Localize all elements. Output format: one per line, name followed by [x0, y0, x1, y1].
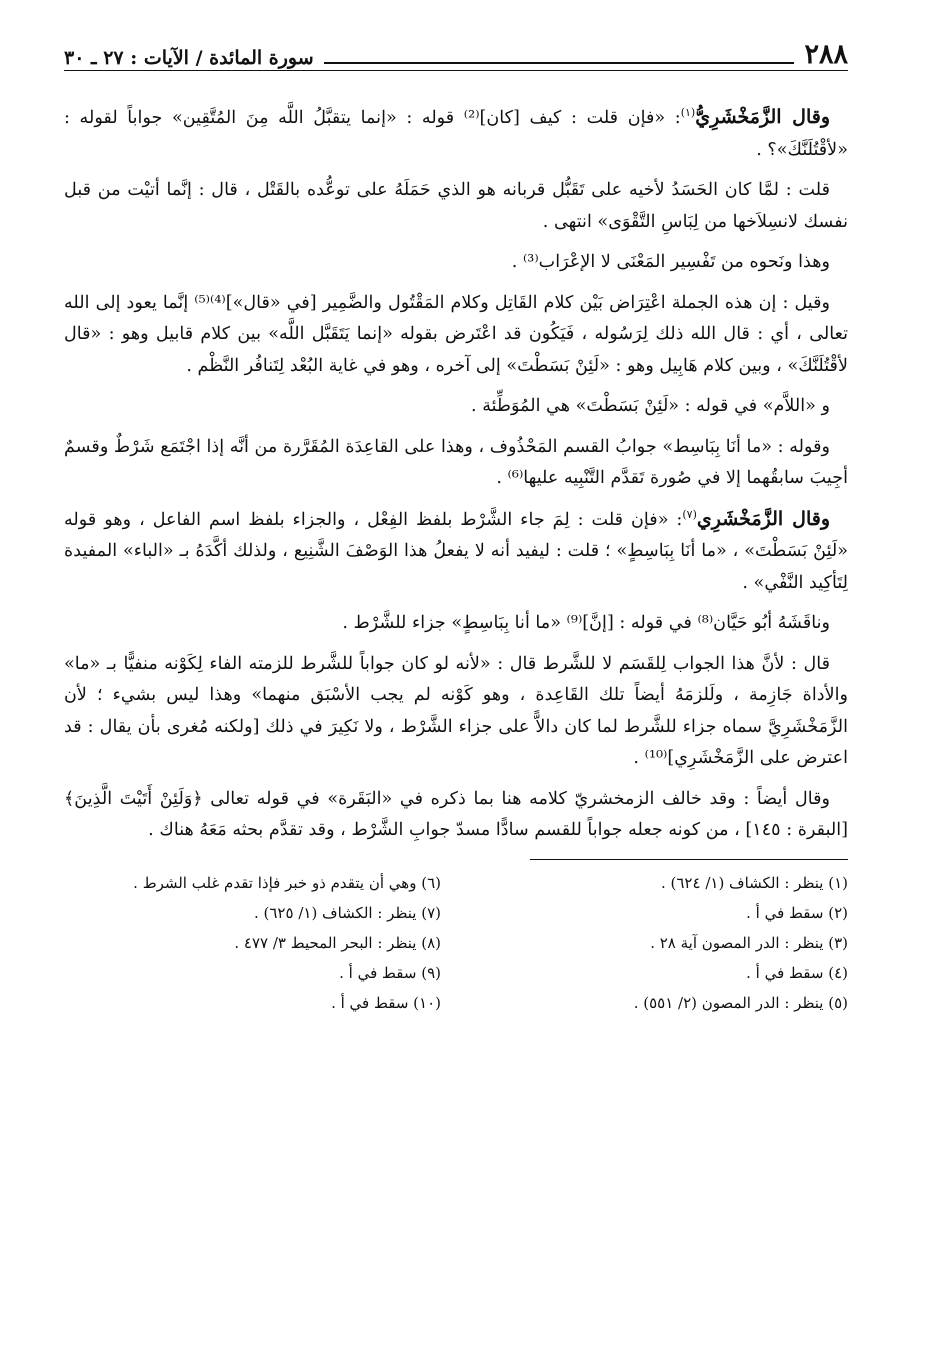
- paragraph-text: وقيل : إن هذه الجملة اعْتِرَاض بَيْن كلام القَاتِل وكلام المَقْتُول والضَّمِير [في «قال»]⁽⁴⁾⁽⁵⁾ إنَّما يعود إلى الله تعالى ، أي : قال الله ذلك لِرَسُوله ، فَيَكُون قد اعْتَرض بقوله «إنما يَتَقَبَّل اللَّه» بين كلام قابيل وهو : «قال لأقْتُلَنَّكَ» ، وبين كلام هَابِيل وهو : «لَئِنْ بَسَطْتَ» إلى آخره ، وهو في غاية البُعْد لِتَنافُر النَّظْم .: [64, 292, 848, 376]
- paragraph: [64, 175, 848, 238]
- paragraph: [64, 784, 848, 847]
- footnote: (٨) ينظر : البحر المحيط ٣/ ٤٧٧ .: [234, 933, 441, 952]
- main-text: [64, 102, 848, 847]
- paragraph-text: وهذا ونَحوه من تَفْسِير المَعْنَى لا الإعْرَاب⁽³⁾ .: [511, 252, 830, 272]
- footnote-marker: (١): [680, 106, 696, 120]
- paragraph-lead: وقال الزَّمَخْشَرِي: [696, 507, 831, 530]
- header-rule: [324, 62, 795, 64]
- footnote: (١) ينظر : الكشاف (١/ ٦٢٤) .: [660, 873, 848, 892]
- footnote: (٩) سقط في أ .: [339, 963, 441, 982]
- paragraph: [64, 649, 848, 775]
- footnotes: [64, 868, 848, 1018]
- footnotes-left-column: [64, 868, 441, 1018]
- paragraph-text: : «فإن قلت : لِمَ جاء الشَّرْط بلفظ الفِعْل ، والجزاء بلفظ اسم الفاعل ، وهو قوله «لَئِنْ بَسَطْتَ» ، «ما أنَا بِبَاسِطٍ» ؛ قلت : ليفيد أنه لا يفعلُ هذا الوَصْفَ الشَّنِيع ، ولذلك أكَّدَهُ بـ «الباء» المفيدة لِتَأكِيد النَّفْي» .: [64, 509, 848, 593]
- paragraph-text: : «فإن قلت : كيف [كان]⁽²⁾ قوله : «إنما يتقبَّلُ اللَّه مِنَ المُتَّقِين» جواباً لقوله : «لأقْتُلَنَّكَ»؟ .: [64, 108, 848, 160]
- paragraph: [64, 102, 848, 166]
- page-number: ٢٨٨: [804, 39, 848, 70]
- paragraph-text: قلت : لمَّا كان الحَسَدُ لأخيه على تَقَبُّل قربانه هو الذي حَمَلَهُ على توعُّده بالقَتْل ، قال : إنَّما أتيْت من قبل نفسك لانسِلاَخها من لِبَاسِ التَّقْوَى» انتهى .: [64, 180, 848, 232]
- footnote-marker: (٧): [682, 507, 697, 521]
- paragraph: [64, 288, 848, 383]
- footnote: (٦) وهي أن يتقدم ذو خبر فإذا تقدم غلب الشرط .: [133, 873, 441, 892]
- paragraph-text: وقوله : «ما أنَا بِبَاسِط» جوابُ القسم المَحْذُوف ، وهذا على القاعِدَة المُقَرَّرة من أنَّه إذا اجْتَمَع شَرْطٌ وقسمٌ أجِيبَ سابقُهما إلا في صُورة تَقدَّم التَّنْبِيه عليها⁽⁶⁾ .: [64, 436, 848, 488]
- footnote: (٣) ينظر : الدر المصون آية ٢٨ .: [650, 933, 848, 952]
- footnote-rule: [530, 859, 848, 860]
- paragraph: [64, 608, 848, 640]
- footnote: (٤) سقط في أ .: [746, 963, 848, 982]
- book-page: [64, 26, 848, 1018]
- footnotes-right-column: [471, 868, 848, 1018]
- paragraph-text: قال : لأنَّ هذا الجواب لِلقَسَم لا للشَّرط قال : «لأنه لو كان جواباً للشَّرط للزمته الفاء لِكَوْنه منفيًّا بـ «ما» والأداة جَازِمة ، ولَلزمَهُ أيضاً تلك القَاعِدة ، وهو كَوْنه لم يجب الأسْبَق منهما» وهذا ليس بشيء ؛ لأن الزَّمَخْشَرِيَّ سماه جزاء للشَّرط لما كان دالاًّ على جزاء الشَّرْط ، ولا نَكِيرَ في ذلك [ولكنه مُغرى بأن يقال : قد اعترض على الزَّمَخْشَرِي]⁽¹⁰⁾ .: [64, 653, 848, 768]
- footnote: (٧) ينظر : الكشاف (١/ ٦٢٥) .: [253, 903, 441, 922]
- paragraph-lead: وقال الزَّمَخْشَرِيُّ: [695, 106, 831, 128]
- header-underline: [64, 70, 848, 71]
- paragraph: [64, 247, 848, 279]
- running-head: سورة المائدة / الآيات : ٢٧ ـ ٣٠: [64, 47, 314, 69]
- paragraph: [64, 391, 848, 423]
- paragraph: [64, 432, 848, 495]
- page-header: [64, 26, 848, 68]
- footnote: (١٠) سقط في أ .: [331, 993, 441, 1012]
- paragraph-text: وناقَشَهُ أبُو حَيَّان⁽⁸⁾ في قوله : [إنَّ]⁽⁹⁾ «ما أنا بِبَاسِطٍ» جزاء للشَّرْط .: [342, 613, 830, 633]
- paragraph: [64, 504, 848, 600]
- paragraph-text: و «اللاَّم» في قوله : «لَئِنْ بَسَطْتَ» هي المُوَطِّئة .: [471, 396, 830, 416]
- footnote: (٥) ينظر : الدر المصون (٢/ ٥٥١) .: [633, 993, 848, 1012]
- footnote: (٢) سقط في أ .: [746, 903, 848, 922]
- paragraph-text: وقال أيضاً : وقد خالف الزمخشريّ كلامه هنا بما ذكره في «البَقَرة» في قوله تعالى ﴿وَلَئِنْ أَتَيْتَ الَّذِينَ﴾ [البقرة : ١٤٥] ، من كونه جعله جواباً للقسم سادًّا مسدّ جوابِ الشَّرْط ، وقد تقدَّم بحثه مَعَهُ هناك .: [64, 788, 848, 840]
